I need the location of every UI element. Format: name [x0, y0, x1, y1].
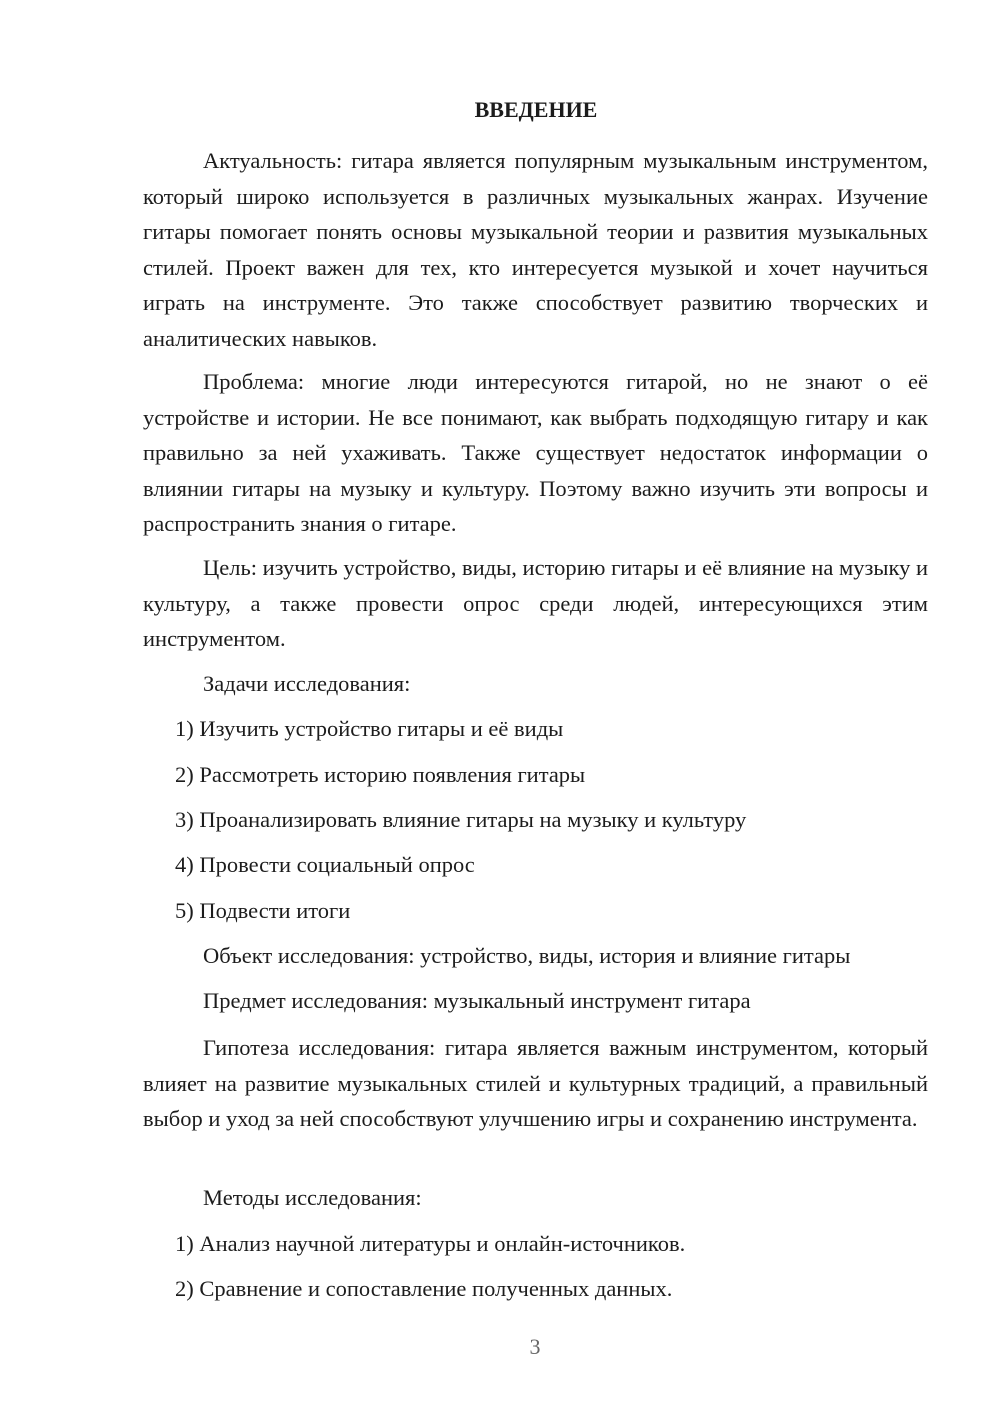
paragraph-problem: Проблема: многие люди интересуются гитарой, но не знают о её устройстве и истории. Не все понимают, как выбрать подходящую гитару и как правильно за ней ухаживать. Также существует недостаток информации о влиянии гитары на музыку и культуру. Поэтому важно изучить эти вопросы и распространить знания о гитаре.	[143, 369, 928, 536]
page-title: ВВЕДЕНИЕ	[474, 97, 598, 122]
task-item: 5) Подвести итоги	[175, 898, 351, 923]
method-item: 1) Анализ научной литературы и онлайн-источников.	[175, 1231, 686, 1256]
task-item: 1) Изучить устройство гитары и её виды	[175, 716, 564, 741]
research-object: Объект исследования: устройство, виды, история и влияние гитары	[203, 943, 851, 968]
methods-heading: Методы исследования:	[203, 1185, 422, 1210]
page-number: 3	[529, 1334, 541, 1359]
research-subject: Предмет исследования: музыкальный инструмент гитара	[203, 988, 751, 1013]
paragraph-hypothesis: Гипотеза исследования: гитара является важным инструментом, который влияет на развитие музыкальных стилей и культурных традиций, а правильный выбор и уход за ней способствуют улучшению игры и сохранению инструмента.	[143, 1035, 928, 1131]
task-item: 3) Проанализировать влияние гитары на музыку и культуру	[175, 807, 747, 832]
task-item: 2) Рассмотреть историю появления гитары	[175, 762, 586, 787]
tasks-heading: Задачи исследования:	[203, 671, 411, 696]
method-item: 2) Сравнение и сопоставление полученных данных.	[175, 1276, 673, 1301]
paragraph-goal: Цель: изучить устройство, виды, историю гитары и её влияние на музыку и культуру, а также провести опрос среди людей, интересующихся этим инструментом.	[143, 555, 929, 651]
task-item: 4) Провести социальный опрос	[175, 852, 475, 877]
paragraph-relevance: Актуальность: гитара является популярным музыкальным инструментом, который широко используется в различных музыкальных жанрах. Изучение гитары помогает понять основы музыкальной теории и развития музыкальных стилей. Проект важен для тех, кто интересуется музыкой и хочет научиться играть на инструменте. Это также способствует развитию творческих и аналитических навыков.	[143, 148, 928, 351]
